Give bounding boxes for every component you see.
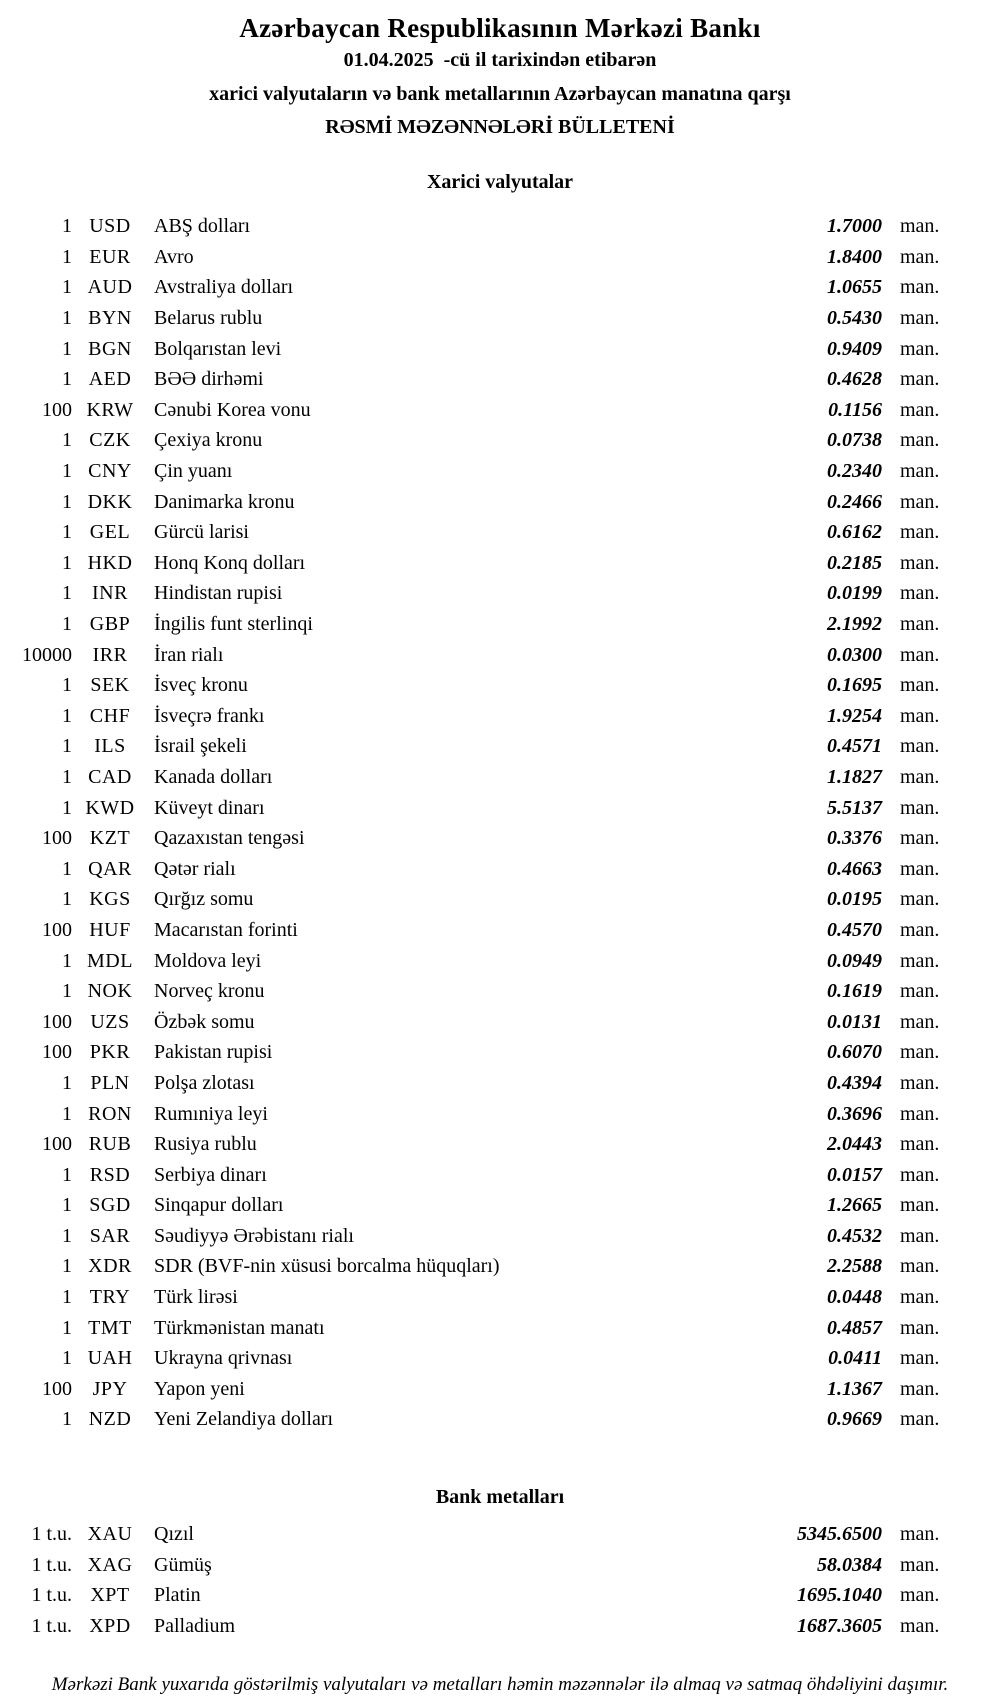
rate-row: [0, 212, 950, 243]
unit-label: man.: [900, 1010, 940, 1033]
currency-code: CHF: [89, 704, 131, 727]
exchange-rate: 1687.3605: [797, 1614, 882, 1637]
currency-code: IRR: [92, 643, 128, 666]
unit-label: man.: [900, 613, 940, 636]
nominal-quantity: 1: [62, 1071, 72, 1094]
rate-row: [0, 1374, 950, 1405]
exchange-rate: 0.4571: [827, 735, 882, 758]
rate-row: [0, 946, 950, 977]
currency-name: Cənubi Korea vonu: [154, 398, 311, 421]
nominal-quantity: 1: [62, 888, 72, 911]
currency-name: Rusiya rublu: [154, 1133, 257, 1156]
nominal-quantity: 1 t.u.: [31, 1523, 72, 1546]
currency-name: Palladium: [154, 1614, 236, 1637]
nominal-quantity: 1: [62, 521, 72, 544]
unit-label: man.: [900, 460, 940, 483]
currency-code: PLN: [90, 1071, 130, 1094]
exchange-rate: 0.9669: [827, 1408, 882, 1431]
nominal-quantity: 1: [62, 857, 72, 880]
rate-row: [0, 1068, 950, 1099]
currency-name: Çexiya kronu: [154, 429, 263, 452]
currency-name: Küveyt dinarı: [154, 796, 265, 819]
metals-table: [0, 1519, 1000, 1641]
currency-name: Sinqapur dolları: [154, 1194, 284, 1217]
currency-name: Hindistan rupisi: [154, 582, 283, 605]
unit-label: man.: [900, 1614, 940, 1637]
currency-code: XDR: [88, 1255, 132, 1278]
currency-code: UZS: [90, 1010, 130, 1033]
currency-name: SDR (BVF-nin xüsusi borcalma hüquqları): [154, 1255, 500, 1278]
currency-name: İngilis funt sterlinqi: [154, 613, 313, 636]
currency-name: Səudiyyə Ərəbistanı rialı: [154, 1224, 354, 1247]
nominal-quantity: 1: [62, 613, 72, 636]
rate-row: [0, 364, 950, 395]
nominal-quantity: 1: [62, 429, 72, 452]
currency-name: Türk lirəsi: [154, 1286, 238, 1309]
currency-code: BGN: [88, 337, 132, 360]
rate-row: [0, 854, 950, 885]
currency-name: BƏƏ dirhəmi: [154, 368, 264, 391]
unit-label: man.: [900, 1255, 940, 1278]
currency-code: HKD: [87, 551, 133, 574]
currency-name: Moldova leyi: [154, 949, 262, 972]
unit-label: man.: [900, 735, 940, 758]
currency-code: TRY: [89, 1286, 131, 1309]
currency-code: SAR: [89, 1224, 131, 1247]
currency-code: XAG: [87, 1553, 133, 1576]
currency-name: Platin: [154, 1584, 201, 1607]
nominal-quantity: 100: [42, 827, 72, 850]
rate-row: [0, 1343, 950, 1374]
currency-code: HUF: [89, 918, 131, 941]
exchange-rate: 0.0949: [827, 949, 882, 972]
currency-name: Çin yuanı: [154, 460, 233, 483]
currency-name: ABŞ dolları: [154, 215, 251, 238]
unit-label: man.: [900, 582, 940, 605]
rate-row: [0, 609, 950, 640]
exchange-rate: 0.5430: [827, 307, 882, 330]
nominal-quantity: 100: [42, 1041, 72, 1064]
metals-section-title: Bank metalları: [435, 1486, 565, 1509]
exchange-rate: 0.0738: [827, 429, 882, 452]
currency-name: Polşa zlotası: [154, 1071, 255, 1094]
currency-name: Qızıl: [154, 1523, 194, 1546]
unit-label: man.: [900, 1553, 940, 1576]
exchange-rate: 0.6162: [827, 521, 882, 544]
currencies-table: [0, 212, 1000, 1436]
exchange-rate: 2.2588: [827, 1255, 882, 1278]
exchange-rate: 0.0199: [827, 582, 882, 605]
unit-label: man.: [900, 918, 940, 941]
rate-row: [0, 732, 950, 763]
rate-row: [0, 579, 950, 610]
rate-row: [0, 1313, 950, 1344]
exchange-rate: 1695.1040: [797, 1584, 882, 1607]
nominal-quantity: 1: [62, 796, 72, 819]
currency-name: Avro: [154, 245, 194, 268]
currency-code: SEK: [90, 674, 130, 697]
unit-label: man.: [900, 368, 940, 391]
currency-code: GEL: [89, 521, 131, 544]
exchange-rate: 0.9409: [827, 337, 882, 360]
unit-label: man.: [900, 1523, 940, 1546]
rate-row: [0, 395, 950, 426]
currency-code: NZD: [88, 1408, 132, 1431]
exchange-rate: 0.1619: [827, 980, 882, 1003]
rate-row: [0, 303, 950, 334]
currency-name: Qırğız somu: [154, 888, 254, 911]
nominal-quantity: 1: [62, 1286, 72, 1309]
currency-code: XAU: [87, 1523, 133, 1546]
rate-row: [0, 1007, 950, 1038]
currency-code: MDL: [87, 949, 133, 972]
unit-label: man.: [900, 1163, 940, 1186]
currency-code: DKK: [87, 490, 133, 513]
currency-code: CNY: [88, 460, 132, 483]
currency-name: Özbək somu: [154, 1010, 255, 1033]
unit-label: man.: [900, 1194, 940, 1217]
currency-name: Kanada dolları: [154, 765, 273, 788]
unit-label: man.: [900, 1408, 940, 1431]
rate-row: [0, 762, 950, 793]
nominal-quantity: 1: [62, 1347, 72, 1370]
rate-row: [0, 273, 950, 304]
exchange-rate: 0.0448: [827, 1286, 882, 1309]
nominal-quantity: 1: [62, 1224, 72, 1247]
rate-row: [0, 1405, 950, 1436]
currency-name: İsveç kronu: [154, 674, 248, 697]
nominal-quantity: 1: [62, 460, 72, 483]
nominal-quantity: 1: [62, 765, 72, 788]
nominal-quantity: 1: [62, 582, 72, 605]
exchange-rate: 0.4394: [827, 1071, 882, 1094]
nominal-quantity: 1: [62, 1255, 72, 1278]
nominal-quantity: 1 t.u.: [31, 1553, 72, 1576]
rate-row: [0, 885, 950, 916]
exchange-rate: 0.1156: [828, 398, 882, 421]
exchange-rate: 0.1695: [827, 674, 882, 697]
currency-code: RON: [88, 1102, 132, 1125]
nominal-quantity: 100: [42, 1133, 72, 1156]
nominal-quantity: 1: [62, 1408, 72, 1431]
currency-code: JPY: [92, 1377, 128, 1400]
bank-title: Azərbaycan Respublikasının Mərkəzi Bankı: [239, 13, 761, 43]
rate-row: [0, 1038, 950, 1069]
bulletin-title: RƏSMİ MƏZƏNNƏLƏRİ BÜLLETENİ: [325, 116, 675, 138]
unit-label: man.: [900, 857, 940, 880]
rate-row: [0, 1252, 950, 1283]
currency-code: NOK: [87, 980, 133, 1003]
exchange-rate: 0.0157: [827, 1163, 882, 1186]
currency-code: AED: [88, 368, 132, 391]
currency-code: INR: [92, 582, 128, 605]
currency-code: AUD: [87, 276, 133, 299]
unit-label: man.: [900, 307, 940, 330]
unit-label: man.: [900, 429, 940, 452]
currency-code: KZT: [89, 827, 131, 850]
currency-name: Pakistan rupisi: [154, 1041, 273, 1064]
exchange-rate: 0.4532: [827, 1224, 882, 1247]
currency-name: Norveç kronu: [154, 980, 265, 1003]
unit-label: man.: [900, 827, 940, 850]
rate-row: [0, 1129, 950, 1160]
currency-name: İsrail şekeli: [154, 735, 247, 758]
exchange-rate: 0.0411: [828, 1347, 882, 1370]
exchange-rate: 2.1992: [827, 613, 882, 636]
nominal-quantity: 100: [42, 1010, 72, 1033]
rate-row: [0, 1519, 950, 1550]
nominal-quantity: 100: [42, 398, 72, 421]
currency-name: İsveçrə frankı: [154, 704, 265, 727]
nominal-quantity: 1: [62, 949, 72, 972]
nominal-quantity: 1: [62, 674, 72, 697]
rate-row: [0, 1160, 950, 1191]
rate-row: [0, 976, 950, 1007]
currency-code: USD: [89, 215, 131, 238]
nominal-quantity: 100: [42, 1377, 72, 1400]
exchange-rate: 0.0131: [827, 1010, 882, 1033]
currency-name: İran rialı: [154, 643, 224, 666]
rate-row: [0, 701, 950, 732]
footer-note: Mərkəzi Bank yuxarıda göstərilmiş valyutaları və metalları həmin məzənnələr ilə almaq və satmaq öhdəliyini daşımır.: [51, 1673, 949, 1695]
rate-row: [0, 640, 950, 671]
rate-row: [0, 1221, 950, 1252]
currency-name: Yeni Zelandiya dolları: [154, 1408, 334, 1431]
exchange-rate: 1.7000: [827, 215, 882, 238]
currency-code: BYN: [88, 307, 132, 330]
rate-row: [0, 793, 950, 824]
rate-row: [0, 823, 950, 854]
unit-label: man.: [900, 674, 940, 697]
currency-code: QAR: [88, 857, 132, 880]
currency-name: Serbiya dinarı: [154, 1163, 267, 1186]
currency-name: Qətər rialı: [154, 857, 236, 880]
exchange-rate: 1.1827: [827, 765, 882, 788]
currency-name: Rumıniya leyi: [154, 1102, 268, 1125]
nominal-quantity: 1: [62, 245, 72, 268]
nominal-quantity: 1: [62, 735, 72, 758]
rate-row: [0, 242, 950, 273]
rate-row: [0, 1099, 950, 1130]
exchange-rate: 1.8400: [827, 245, 882, 268]
unit-label: man.: [900, 796, 940, 819]
nominal-quantity: 1: [62, 1102, 72, 1125]
nominal-quantity: 1: [62, 551, 72, 574]
currency-code: UAH: [87, 1347, 133, 1370]
rate-row: [0, 670, 950, 701]
unit-label: man.: [900, 1286, 940, 1309]
unit-label: man.: [900, 398, 940, 421]
exchange-rate: 2.0443: [827, 1133, 882, 1156]
nominal-quantity: 1: [62, 215, 72, 238]
exchange-rate: 0.0195: [827, 888, 882, 911]
exchange-rate: 0.2466: [827, 490, 882, 513]
unit-label: man.: [900, 1584, 940, 1607]
rate-row: [0, 1580, 950, 1611]
unit-label: man.: [900, 1377, 940, 1400]
bulletin-subtitle: xarici valyutaların və bank metallarının Azərbaycan manatına qarşı: [209, 82, 791, 105]
unit-label: man.: [900, 551, 940, 574]
exchange-rate: 0.3376: [827, 827, 882, 850]
exchange-rate: 1.9254: [827, 704, 882, 727]
currency-name: Qazaxıstan tengəsi: [154, 827, 305, 850]
nominal-quantity: 1: [62, 704, 72, 727]
exchange-rate: 0.2340: [827, 460, 882, 483]
exchange-rate: 0.4570: [827, 918, 882, 941]
currency-code: TMT: [88, 1316, 132, 1339]
currency-name: Gümüş: [154, 1553, 212, 1576]
currency-code: KGS: [89, 888, 131, 911]
currencies-section-title: Xarici valyutalar: [426, 170, 574, 193]
exchange-rate: 0.4857: [827, 1316, 882, 1339]
unit-label: man.: [900, 1102, 940, 1125]
currency-code: XPD: [89, 1614, 131, 1637]
nominal-quantity: 100: [42, 918, 72, 941]
unit-label: man.: [900, 215, 940, 238]
currency-code: EUR: [89, 245, 131, 268]
currency-code: RUB: [88, 1133, 132, 1156]
currency-name: Danimarka kronu: [154, 490, 295, 513]
rate-row: [0, 1191, 950, 1222]
currency-code: GBP: [89, 613, 131, 636]
unit-label: man.: [900, 765, 940, 788]
exchange-rate: 58.0384: [817, 1553, 882, 1576]
currency-name: Bolqarıstan levi: [154, 337, 282, 360]
rate-row: [0, 487, 950, 518]
exchange-rate: 0.4628: [827, 368, 882, 391]
nominal-quantity: 1: [62, 1163, 72, 1186]
unit-label: man.: [900, 888, 940, 911]
exchange-rate: 1.2665: [827, 1194, 882, 1217]
currency-name: Macarıstan forinti: [154, 918, 298, 941]
unit-label: man.: [900, 1224, 940, 1247]
rate-row: [0, 334, 950, 365]
unit-label: man.: [900, 1347, 940, 1370]
exchange-rate: 0.0300: [827, 643, 882, 666]
nominal-quantity: 1 t.u.: [31, 1614, 72, 1637]
currency-name: Belarus rublu: [154, 307, 263, 330]
currency-code: PKR: [89, 1041, 131, 1064]
rate-row: [0, 1282, 950, 1313]
nominal-quantity: 1: [62, 490, 72, 513]
currency-name: Yapon yeni: [154, 1377, 245, 1400]
currency-name: Avstraliya dolları: [154, 276, 294, 299]
rate-row: [0, 915, 950, 946]
nominal-quantity: 1: [62, 276, 72, 299]
nominal-quantity: 1: [62, 1316, 72, 1339]
rate-row: [0, 1550, 950, 1581]
unit-label: man.: [900, 1071, 940, 1094]
currency-code: ILS: [94, 735, 126, 758]
nominal-quantity: 1: [62, 307, 72, 330]
nominal-quantity: 1: [62, 1194, 72, 1217]
unit-label: man.: [900, 337, 940, 360]
unit-label: man.: [900, 980, 940, 1003]
unit-label: man.: [900, 245, 940, 268]
currency-code: CZK: [89, 429, 131, 452]
unit-label: man.: [900, 521, 940, 544]
exchange-rate: 1.0655: [827, 276, 882, 299]
exchange-rate: 1.1367: [827, 1377, 882, 1400]
exchange-rate: 0.2185: [827, 551, 882, 574]
exchange-rate: 0.6070: [827, 1041, 882, 1064]
rate-row: [0, 517, 950, 548]
currency-name: Gürcü larisi: [154, 521, 249, 544]
unit-label: man.: [900, 704, 940, 727]
exchange-rate: 5.5137: [827, 796, 882, 819]
currency-name: Ukrayna qrivnası: [154, 1347, 293, 1370]
currency-code: KWD: [85, 796, 135, 819]
nominal-quantity: 1: [62, 980, 72, 1003]
currency-name: Honq Konq dolları: [154, 551, 306, 574]
unit-label: man.: [900, 949, 940, 972]
currency-code: RSD: [89, 1163, 131, 1186]
unit-label: man.: [900, 276, 940, 299]
effective-date-line: 01.04.2025 -cü il tarixindən etibarən: [343, 49, 657, 71]
nominal-quantity: 1 t.u.: [31, 1584, 72, 1607]
unit-label: man.: [900, 490, 940, 513]
nominal-quantity: 1: [62, 368, 72, 391]
currency-code: SGD: [89, 1194, 131, 1217]
unit-label: man.: [900, 1041, 940, 1064]
exchange-rate: 0.4663: [827, 857, 882, 880]
unit-label: man.: [900, 1133, 940, 1156]
rate-row: [0, 548, 950, 579]
nominal-quantity: 1: [62, 337, 72, 360]
rate-row: [0, 426, 950, 457]
unit-label: man.: [900, 1316, 940, 1339]
currency-code: XPT: [90, 1584, 130, 1607]
currency-name: Türkmənistan manatı: [154, 1316, 325, 1339]
rate-row: [0, 456, 950, 487]
exchange-rate: 0.3696: [827, 1102, 882, 1125]
nominal-quantity: 10000: [22, 643, 72, 666]
unit-label: man.: [900, 643, 940, 666]
rate-row: [0, 1611, 950, 1642]
exchange-rate: 5345.6500: [797, 1523, 882, 1546]
currency-code: CAD: [88, 765, 132, 788]
currency-code: KRW: [86, 398, 134, 421]
